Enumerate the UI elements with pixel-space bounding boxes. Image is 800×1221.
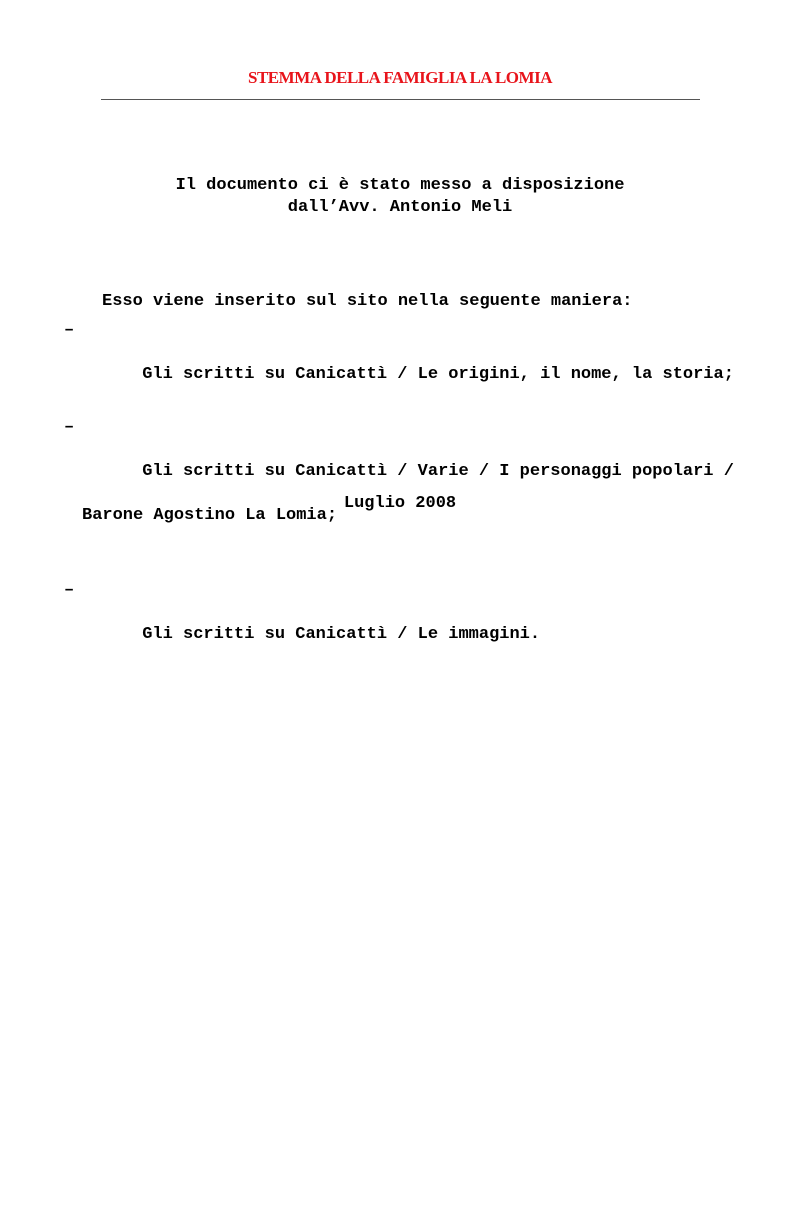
list-item-text-continued: Barone Agostino La Lomia; xyxy=(82,506,338,525)
source-note-line-2: dall’Avv. Antonio Meli xyxy=(287,198,513,217)
dash-bullet: – xyxy=(64,321,75,340)
dash-bullet: – xyxy=(64,418,75,437)
list-item-text: Gli scritti su Canicattì / Varie / I personaggi popolari / xyxy=(142,462,734,481)
list-item-text: Gli scritti su Canicattì / Le immagini. xyxy=(142,625,541,644)
title-divider xyxy=(101,99,700,100)
list-item xyxy=(64,580,734,668)
source-note-line-1: Il documento ci è stato messo a disposizione xyxy=(175,176,625,195)
intro-paragraph: Esso viene inserito sul sito nella seguente maniera: xyxy=(102,292,633,311)
document-title: STEMMA DELLA FAMIGLIA LA LOMIA xyxy=(248,68,552,87)
dash-bullet: – xyxy=(64,581,75,600)
list-item xyxy=(64,320,734,408)
document-date: Luglio 2008 xyxy=(343,494,457,513)
list-item-text: Gli scritti su Canicattì / Le origini, il nome, la storia; xyxy=(142,365,734,384)
source-note xyxy=(0,175,800,219)
